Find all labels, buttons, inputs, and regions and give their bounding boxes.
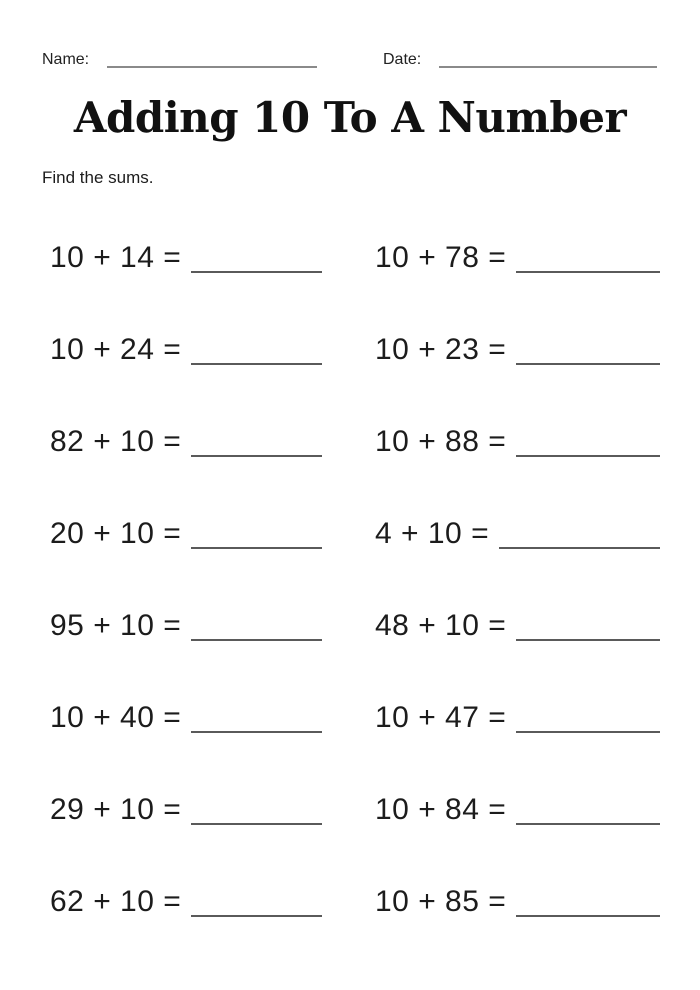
name-label: Name: [42,51,90,68]
problem-item [50,825,322,917]
name-input-line[interactable] [107,66,317,68]
problem-item [375,273,660,365]
problem-item [50,189,322,273]
problem-item [375,549,660,641]
problem-item [375,189,660,273]
problem-expression: 62 + 10 = [50,884,182,918]
problem-item [50,365,322,457]
page-title: Adding 10 To A Number [73,93,627,143]
problem-expression: 10 + 23 = [375,332,507,366]
problem-expression: 82 + 10 = [50,424,182,458]
problem-item [50,549,322,641]
answer-blank[interactable] [516,915,660,917]
problem-expression: 10 + 85 = [375,884,507,918]
problem-item [375,457,660,549]
problem-expression: 10 + 88 = [375,424,507,458]
problem-expression: 10 + 14 = [50,240,182,274]
problem-expression: 4 + 10 = [375,516,490,550]
problem-item [375,825,660,917]
date-label: Date: [383,51,422,68]
problem-expression: 29 + 10 = [50,792,182,826]
date-field-group [383,50,657,69]
instruction-text: Find the sums. [42,168,154,188]
problem-item [50,457,322,549]
problem-expression: 10 + 78 = [375,240,507,274]
answer-blank[interactable] [191,915,322,917]
header [0,0,700,69]
problem-item [50,733,322,825]
problem-expression: 95 + 10 = [50,608,182,642]
problem-item [375,641,660,733]
problem-item [375,365,660,457]
problems-grid [50,189,700,917]
problem-expression: 10 + 24 = [50,332,182,366]
problem-expression: 20 + 10 = [50,516,182,550]
problem-expression: 10 + 40 = [50,700,182,734]
date-input-line[interactable] [439,66,657,68]
problem-item [50,273,322,365]
problem-item [50,641,322,733]
name-field-group [42,50,317,69]
problem-expression: 10 + 47 = [375,700,507,734]
problem-item [375,733,660,825]
problem-expression: 10 + 84 = [375,792,507,826]
problem-expression: 48 + 10 = [375,608,507,642]
